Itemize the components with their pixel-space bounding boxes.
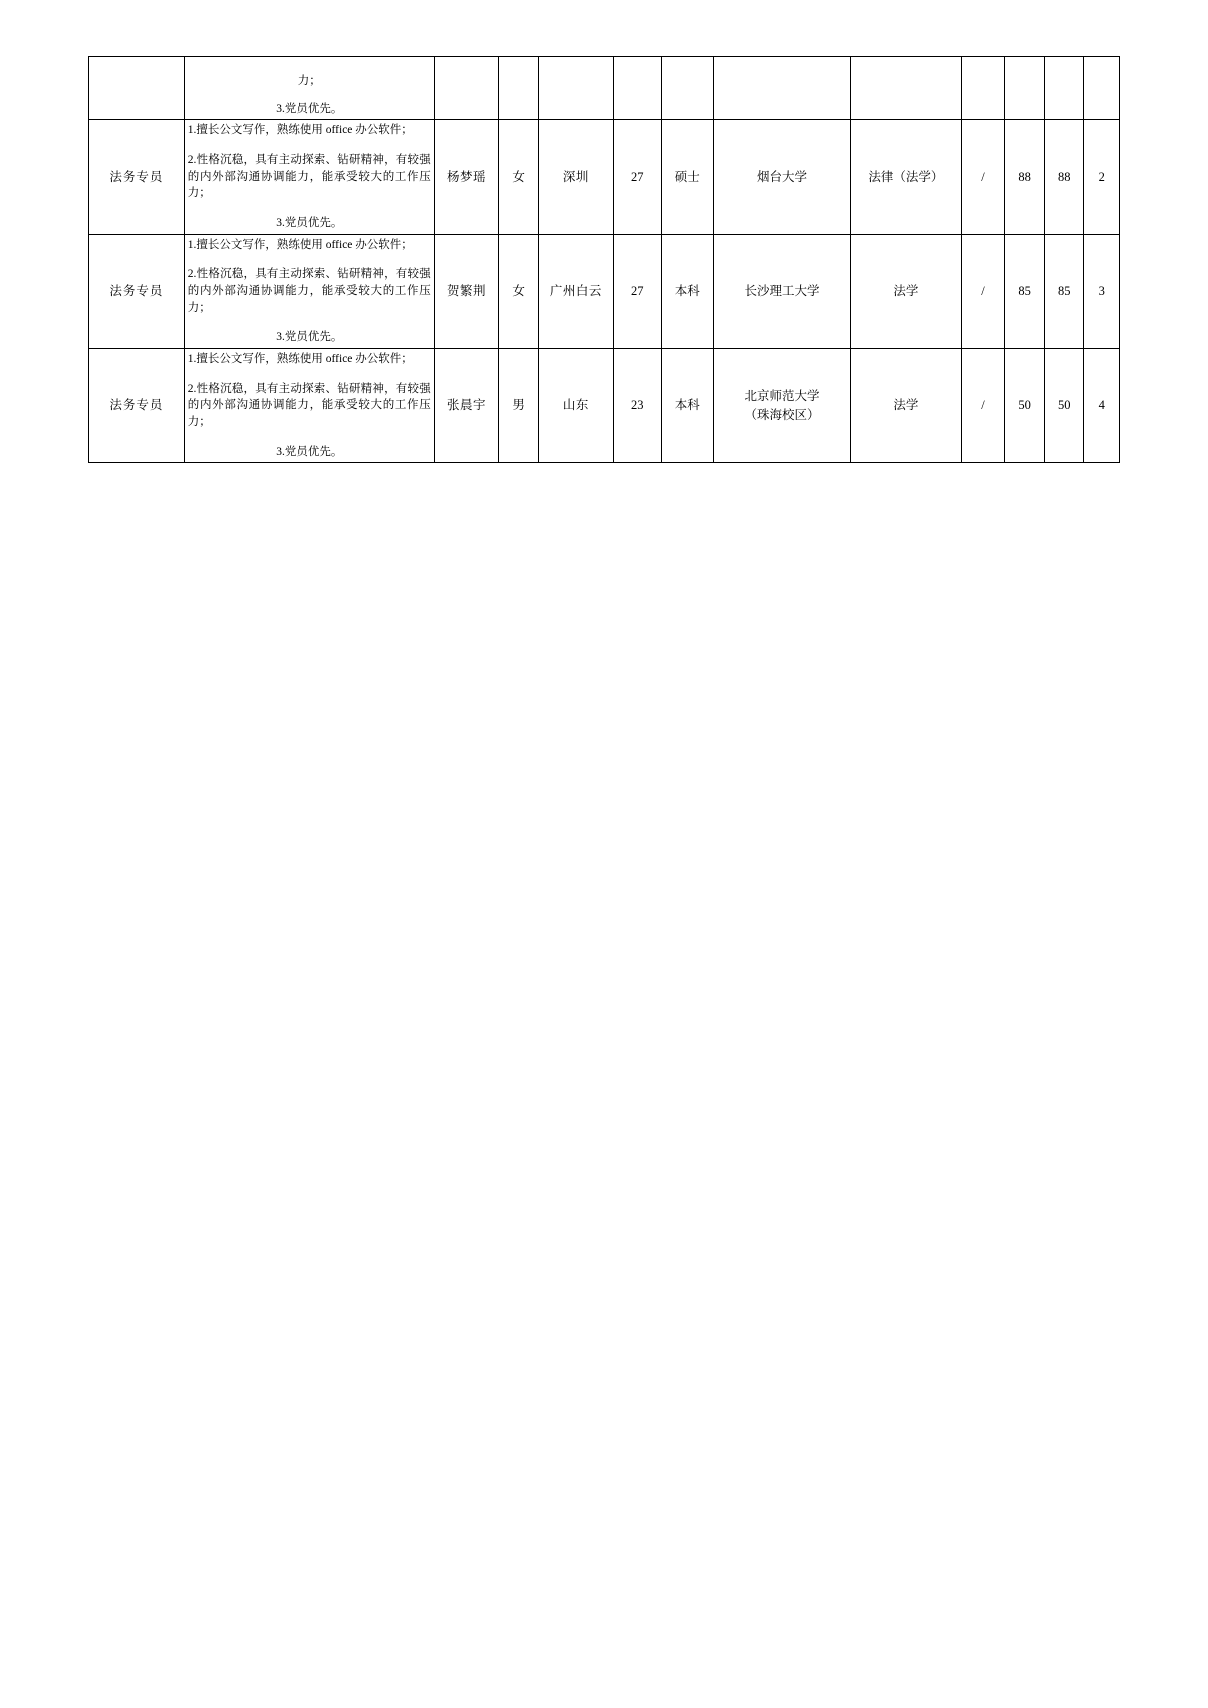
cell-place: 山东 xyxy=(538,349,613,463)
cell-score2: 50 xyxy=(1044,349,1084,463)
cell-name: 杨梦瑶 xyxy=(434,120,499,234)
cell-score2: 85 xyxy=(1044,234,1084,348)
cell-age: 23 xyxy=(613,349,661,463)
school-line-2: （珠海校区） xyxy=(744,407,820,422)
cell-name: 贺繁荆 xyxy=(434,234,499,348)
cell-name: 张晨宇 xyxy=(434,349,499,463)
cell-school xyxy=(713,234,850,348)
cell-name-empty xyxy=(434,57,499,120)
school-line-1: 北京师范大学 xyxy=(744,388,820,403)
cell-school-empty xyxy=(713,57,850,120)
requirement-line-3: 3.党员优先。 xyxy=(276,217,343,230)
requirement-continued-bottom: 3.党员优先。 xyxy=(276,102,343,115)
cell-score1: 88 xyxy=(1005,120,1045,234)
cell-post-empty xyxy=(89,57,185,120)
requirement-line-3: 3.党员优先。 xyxy=(276,445,343,458)
requirement-line-1: 1.擅长公文写作，熟练使用 office 办公软件； xyxy=(187,238,413,251)
requirement-line-2: 2.性格沉稳，具有主动探索、钻研精神，有较强的内外部沟通协调能力，能承受较大的工作压力； xyxy=(187,268,431,314)
table-row-continuation xyxy=(89,57,1120,120)
cell-requirements xyxy=(184,120,434,234)
cell-score1: 50 xyxy=(1005,349,1045,463)
cell-major-empty xyxy=(851,57,961,120)
table-row xyxy=(89,349,1120,463)
cell-score2-empty xyxy=(1044,57,1084,120)
cell-age: 27 xyxy=(613,120,661,234)
cell-degree-empty xyxy=(661,57,713,120)
cell-sex: 女 xyxy=(499,120,539,234)
cell-degree: 本科 xyxy=(661,234,713,348)
cell-age: 27 xyxy=(613,234,661,348)
cell-major: 法律（法学） xyxy=(851,120,961,234)
school-line-1: 烟台大学 xyxy=(757,169,808,184)
cell-place: 广州白云 xyxy=(538,234,613,348)
cell-place-empty xyxy=(538,57,613,120)
table-row xyxy=(89,120,1120,234)
cell-requirements xyxy=(184,234,434,348)
cell-other: / xyxy=(961,234,1005,348)
cell-requirements-continued xyxy=(184,57,434,120)
cell-rank: 3 xyxy=(1084,234,1120,348)
cell-degree: 硕士 xyxy=(661,120,713,234)
cell-score2: 88 xyxy=(1044,120,1084,234)
cell-place: 深圳 xyxy=(538,120,613,234)
cell-sex-empty xyxy=(499,57,539,120)
cell-post: 法务专员 xyxy=(89,349,185,463)
school-line-1: 长沙理工大学 xyxy=(744,284,820,298)
table-row xyxy=(89,234,1120,348)
cell-major: 法学 xyxy=(851,234,961,348)
cell-rank: 4 xyxy=(1084,349,1120,463)
cell-post: 法务专员 xyxy=(89,120,185,234)
requirement-continued-top: 力； xyxy=(297,74,321,87)
requirement-line-1: 1.擅长公文写作，熟练使用 office 办公软件； xyxy=(187,353,413,366)
requirement-line-2: 2.性格沉稳，具有主动探索、钻研精神，有较强的内外部沟通协调能力，能承受较大的工作压力； xyxy=(187,154,431,200)
cell-school xyxy=(713,120,850,234)
requirement-line-3: 3.党员优先。 xyxy=(276,331,343,344)
cell-major: 法学 xyxy=(851,349,961,463)
cell-degree: 本科 xyxy=(661,349,713,463)
cell-post: 法务专员 xyxy=(89,234,185,348)
cell-score1-empty xyxy=(1005,57,1045,120)
cell-rank: 2 xyxy=(1084,120,1120,234)
cell-school xyxy=(713,349,850,463)
requirement-line-1: 1.擅长公文写作，熟练使用 office 办公软件； xyxy=(187,124,413,137)
cell-other-empty xyxy=(961,57,1005,120)
cell-rank-empty xyxy=(1084,57,1120,120)
cell-requirements xyxy=(184,349,434,463)
requirement-line-2: 2.性格沉稳，具有主动探索、钻研精神，有较强的内外部沟通协调能力，能承受较大的工作压力； xyxy=(187,382,431,429)
cell-sex: 男 xyxy=(499,349,539,463)
candidate-table xyxy=(88,56,1120,463)
cell-sex: 女 xyxy=(499,234,539,348)
cell-other: / xyxy=(961,120,1005,234)
cell-age-empty xyxy=(613,57,661,120)
cell-other: / xyxy=(961,349,1005,463)
cell-score1: 85 xyxy=(1005,234,1045,348)
